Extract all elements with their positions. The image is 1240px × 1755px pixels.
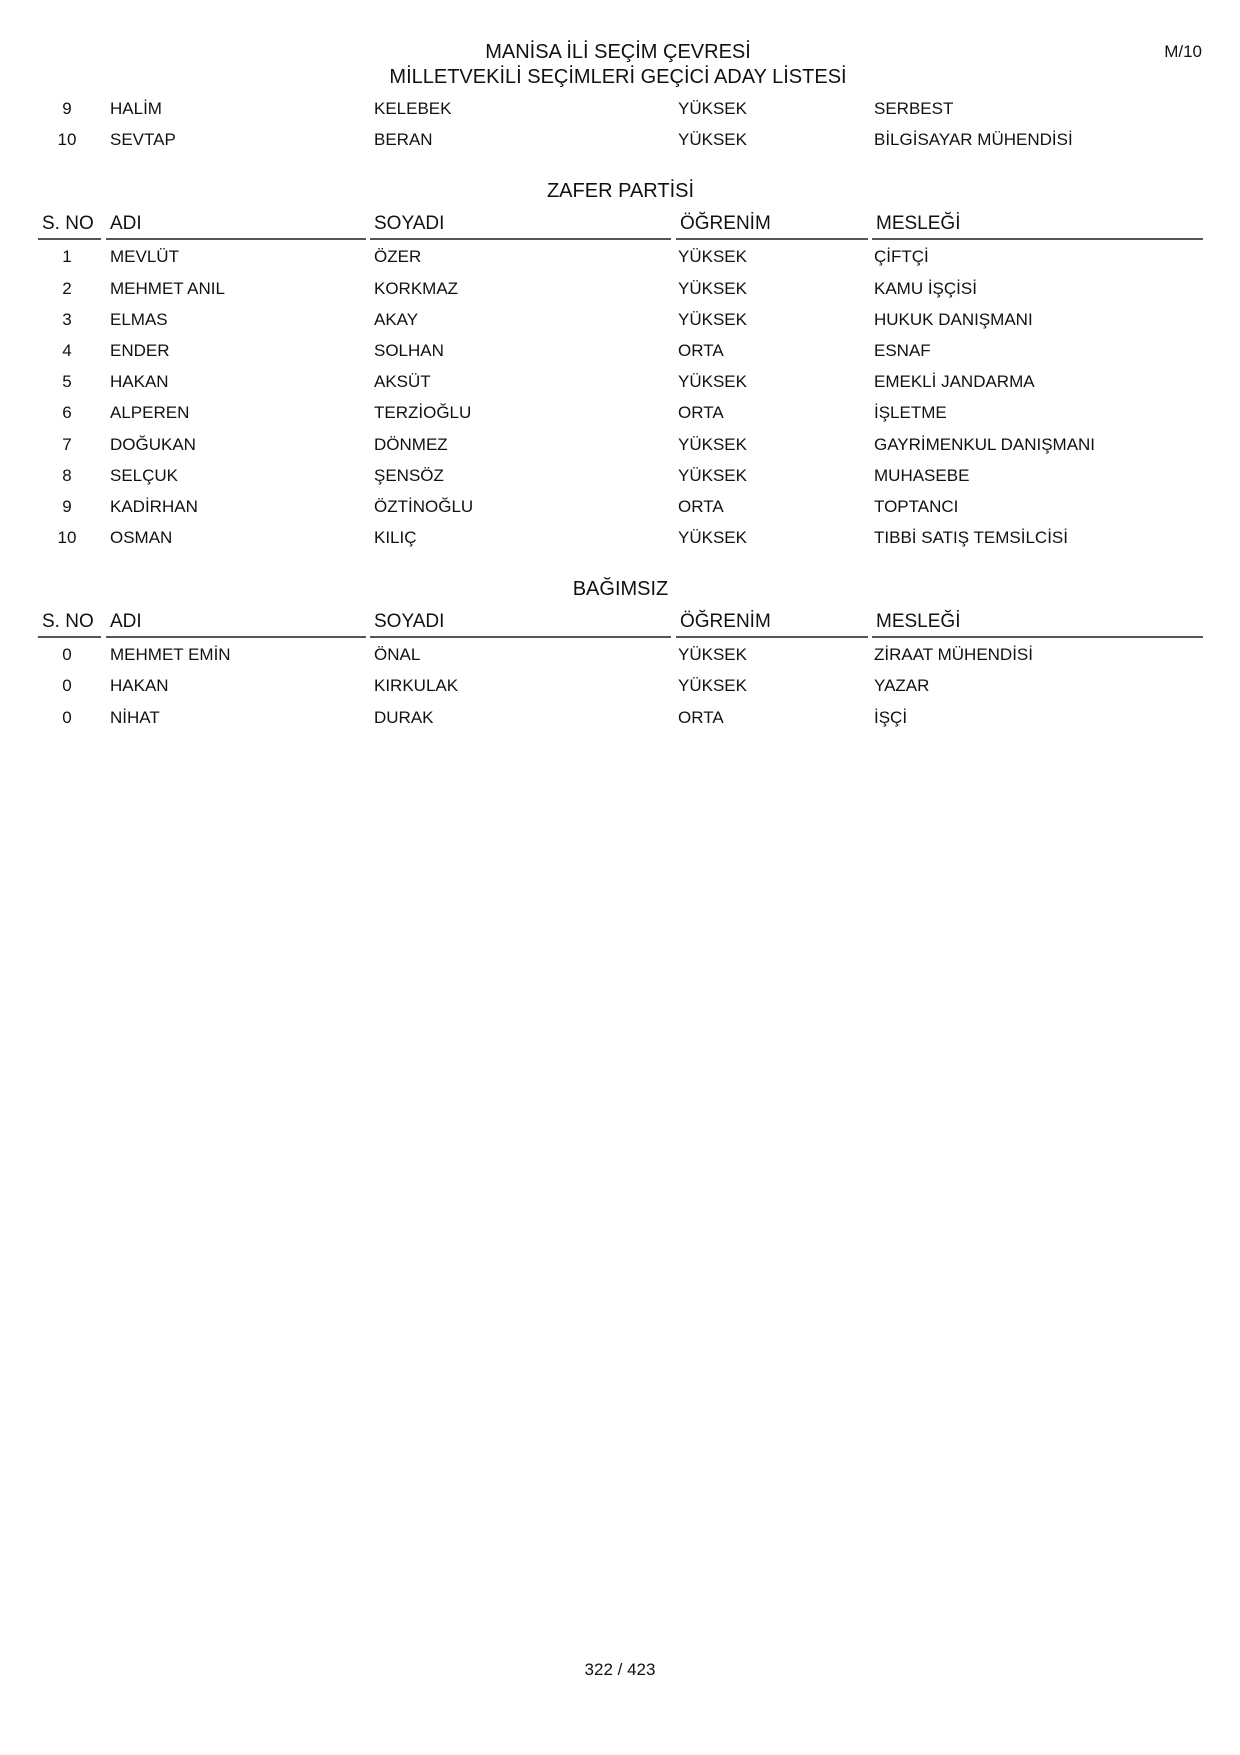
cell-meslegi: HUKUK DANIŞMANI — [874, 309, 1033, 329]
page-separator: / — [612, 1660, 628, 1679]
cell-ogrenim: ORTA — [678, 403, 724, 423]
cell-adi: DOĞUKAN — [110, 434, 196, 454]
cell-meslegi: YAZAR — [874, 676, 930, 696]
cell-ogrenim: YÜKSEK — [678, 528, 747, 548]
cell-soyadi: ÖZTİNOĞLU — [374, 496, 474, 516]
cell-adi: MEHMET ANIL — [110, 278, 225, 298]
cell-ogrenim: YÜKSEK — [678, 645, 747, 665]
cell-ogrenim: YÜKSEK — [678, 372, 747, 392]
constituency-code: M/10 — [1164, 42, 1202, 61]
cell-adi: MEHMET EMİN — [110, 645, 231, 665]
cell-ogrenim: YÜKSEK — [678, 676, 747, 696]
page-total: 423 — [627, 1660, 656, 1679]
cell-adi: KADİRHAN — [110, 496, 198, 516]
column-header-meslegi: MESLEĞİ — [872, 213, 1203, 240]
cell-soyadi: SOLHAN — [374, 340, 444, 360]
cell-sira-no: 0 — [62, 676, 72, 696]
cell-soyadi: ÖZER — [374, 247, 422, 267]
cell-ogrenim: YÜKSEK — [678, 130, 747, 150]
page-number — [0, 1660, 1240, 1680]
column-header-ogrenim: ÖĞRENİM — [676, 611, 868, 638]
cell-sira-no: 1 — [62, 247, 72, 267]
cell-meslegi: İŞÇİ — [874, 707, 908, 727]
cell-sira-no: 7 — [62, 434, 72, 454]
column-header-ogrenim: ÖĞRENİM — [676, 213, 868, 240]
table-row — [38, 93, 1203, 124]
cell-sira-no: 8 — [62, 465, 72, 485]
cell-sira-no: 5 — [62, 372, 72, 392]
cell-meslegi: EMEKLİ JANDARMA — [874, 372, 1035, 392]
cell-soyadi: DURAK — [374, 707, 434, 727]
cell-sira-no: 3 — [62, 309, 72, 329]
column-header-adi: ADI — [106, 611, 366, 638]
cell-meslegi: ESNAF — [874, 340, 931, 360]
cell-soyadi: DÖNMEZ — [374, 434, 448, 454]
cell-soyadi: ŞENSÖZ — [374, 465, 444, 485]
table-row — [38, 639, 1203, 670]
cell-meslegi: BİLGİSAYAR MÜHENDİSİ — [874, 130, 1073, 150]
column-header-soyadi: SOYADI — [370, 611, 671, 638]
table-row — [38, 366, 1203, 397]
cell-meslegi: KAMU İŞÇİSİ — [874, 278, 977, 298]
cell-soyadi: TERZİOĞLU — [374, 403, 472, 423]
cell-adi: OSMAN — [110, 528, 173, 548]
cell-adi: NİHAT — [110, 707, 160, 727]
party-sections — [38, 176, 1203, 732]
column-header-row — [38, 207, 1203, 241]
table-row — [38, 429, 1203, 460]
cell-ogrenim: YÜKSEK — [678, 434, 747, 454]
cell-soyadi: BERAN — [374, 130, 433, 150]
cell-meslegi: İŞLETME — [874, 403, 947, 423]
cell-sira-no: 10 — [57, 528, 77, 548]
party-section — [38, 574, 1203, 733]
cell-ogrenim: ORTA — [678, 340, 724, 360]
cell-ogrenim: YÜKSEK — [678, 247, 747, 267]
cell-meslegi: ZİRAAT MÜHENDİSİ — [874, 645, 1033, 665]
cell-adi: MEVLÜT — [110, 247, 179, 267]
table-row — [38, 335, 1203, 366]
party-title: BAĞIMSIZ — [572, 578, 669, 601]
cell-adi: SELÇUK — [110, 465, 179, 485]
cell-soyadi: AKSÜT — [374, 372, 431, 392]
cell-meslegi: SERBEST — [874, 99, 954, 118]
party-section — [38, 176, 1203, 553]
header-title-line2: MİLLETVEKİLİ SEÇİMLERİ GEÇİCİ ADAY LİSTESİ — [389, 66, 847, 88]
column-header-soyadi: SOYADI — [370, 213, 671, 240]
cell-adi: HAKAN — [110, 372, 169, 392]
header-title-line1: MANİSA İLİ SEÇİM ÇEVRESİ — [485, 41, 751, 63]
candidate-list — [38, 93, 1203, 733]
cell-soyadi: KORKMAZ — [374, 278, 459, 298]
cell-adi: ALPEREN — [110, 403, 190, 423]
table-row — [38, 702, 1203, 733]
page-current: 322 — [584, 1660, 613, 1679]
column-header-adi: ADI — [106, 213, 366, 240]
cell-adi: HAKAN — [110, 676, 169, 696]
table-row — [38, 241, 1203, 272]
cell-soyadi: KELEBEK — [374, 99, 452, 118]
cell-ogrenim: ORTA — [678, 496, 724, 516]
cell-sira-no: 2 — [62, 278, 72, 298]
table-row — [38, 304, 1203, 335]
table-row — [38, 124, 1203, 155]
cell-adi: ELMAS — [110, 309, 168, 329]
cell-meslegi: TOPTANCI — [874, 496, 959, 516]
table-row — [38, 273, 1203, 304]
cell-adi: HALİM — [110, 99, 162, 118]
cell-sira-no: 0 — [62, 707, 72, 727]
cell-adi: SEVTAP — [110, 130, 176, 150]
cell-ogrenim: YÜKSEK — [678, 99, 747, 118]
cell-adi: ENDER — [110, 340, 170, 360]
cell-sira-no: 9 — [62, 99, 72, 118]
carryover-rows — [38, 93, 1203, 155]
table-row — [38, 460, 1203, 491]
cell-sira-no: 0 — [62, 645, 72, 665]
table-row — [38, 522, 1203, 553]
cell-soyadi: ÖNAL — [374, 645, 421, 665]
column-header-sira-no: S. NO — [38, 611, 101, 638]
cell-sira-no: 6 — [62, 403, 72, 423]
cell-soyadi: KIRKULAK — [374, 676, 459, 696]
cell-meslegi: ÇİFTÇİ — [874, 247, 929, 267]
column-header-sira-no: S. NO — [38, 213, 101, 240]
column-header-row — [38, 605, 1203, 639]
cell-sira-no: 9 — [62, 496, 72, 516]
cell-meslegi: MUHASEBE — [874, 465, 970, 485]
cell-meslegi: GAYRİMENKUL DANIŞMANI — [874, 434, 1096, 454]
cell-soyadi: KILIÇ — [374, 528, 417, 548]
party-title: ZAFER PARTİSİ — [546, 180, 695, 203]
cell-ogrenim: ORTA — [678, 707, 724, 727]
table-row — [38, 397, 1203, 428]
cell-meslegi: TIBBİ SATIŞ TEMSİLCİSİ — [874, 528, 1068, 548]
column-header-meslegi: MESLEĞİ — [872, 611, 1203, 638]
cell-sira-no: 10 — [57, 130, 77, 150]
table-row — [38, 491, 1203, 522]
document-header — [0, 40, 1240, 90]
table-row — [38, 670, 1203, 701]
cell-ogrenim: YÜKSEK — [678, 465, 747, 485]
cell-soyadi: AKAY — [374, 309, 419, 329]
cell-sira-no: 4 — [62, 340, 72, 360]
cell-ogrenim: YÜKSEK — [678, 278, 747, 298]
cell-ogrenim: YÜKSEK — [678, 309, 747, 329]
